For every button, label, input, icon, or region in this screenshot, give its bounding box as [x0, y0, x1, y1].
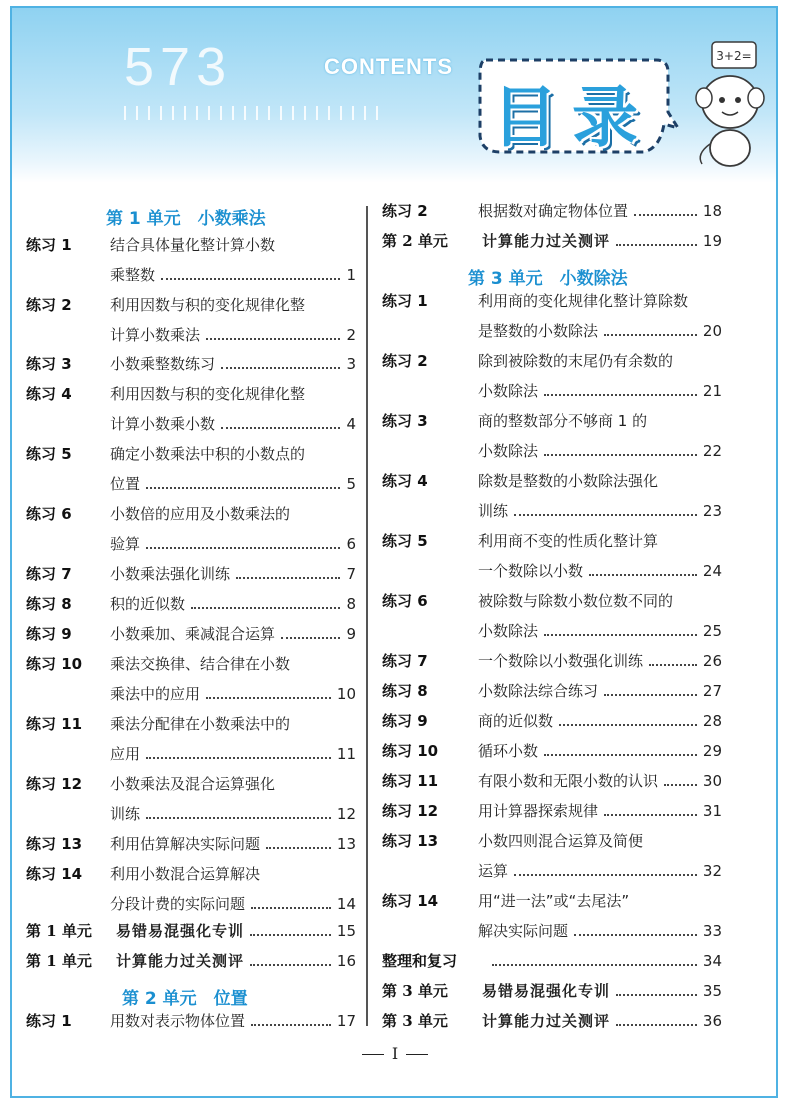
dot-leader — [146, 547, 340, 549]
toc-page-number: 5 — [346, 475, 356, 493]
dot-leader — [514, 514, 697, 516]
toc-entry-label: 第 1 单元 — [26, 922, 92, 940]
toc-entry-title-cont: 乘法中的应用 — [110, 685, 201, 703]
toc-entry-label: 练习 14 — [26, 865, 83, 883]
decor-digits: 573 — [124, 37, 233, 97]
toc-entry-label: 练习 7 — [26, 565, 72, 583]
toc-entry-title: 积的近似数 — [110, 595, 186, 613]
toc-entry-title: 小数乘整数练习 — [110, 355, 216, 373]
dot-leader — [146, 757, 331, 759]
mascot-icon — [686, 36, 772, 176]
toc-page-number: 8 — [346, 595, 356, 613]
toc-entry-title: 计算能力过关测评 — [482, 232, 611, 250]
toc-entry-label: 练习 5 — [26, 445, 72, 463]
dot-leader — [146, 487, 340, 489]
toc-entry-title-cont: 计算小数乘法 — [110, 326, 201, 344]
toc-entry-label: 练习 4 — [382, 472, 428, 490]
decor-ruler — [124, 106, 384, 120]
toc-entry-title: 利用小数混合运算解决 — [110, 865, 261, 883]
dot-leader — [616, 244, 697, 246]
toc-entry-label: 练习 11 — [26, 715, 83, 733]
toc-page-number: 26 — [702, 652, 722, 670]
toc-page-number: 10 — [336, 685, 356, 703]
toc-page-number: 34 — [702, 952, 722, 970]
dot-leader — [604, 694, 697, 696]
toc-entry-title: 利用因数与积的变化规律化整 — [110, 385, 306, 403]
dot-leader — [616, 1024, 697, 1026]
toc-page-number: 36 — [702, 1012, 722, 1030]
toc-entry-title: 小数四则混合运算及简便 — [478, 832, 644, 850]
toc-page-number: 14 — [336, 895, 356, 913]
toc-entry-title-cont: 计算小数乘小数 — [110, 415, 216, 433]
toc-entry-title: 一个数除以小数强化训练 — [478, 652, 644, 670]
toc-entry-label: 练习 2 — [382, 352, 428, 370]
dot-leader — [589, 574, 697, 576]
toc-page-number: 30 — [702, 772, 722, 790]
toc-entry-title: 计算能力过关测评 — [482, 1012, 611, 1030]
column-divider — [366, 206, 368, 1026]
toc-page-number: 28 — [702, 712, 722, 730]
toc-entry-title-cont: 是整数的小数除法 — [478, 322, 599, 340]
title-bubble — [472, 52, 684, 170]
toc-page-number: 3 — [346, 355, 356, 373]
toc-page-number: 33 — [702, 922, 722, 940]
toc-entry-label: 练习 10 — [382, 742, 439, 760]
toc-entry-title: 计算能力过关测评 — [116, 952, 245, 970]
dot-leader — [221, 427, 340, 429]
toc-entry-label: 第 1 单元 — [26, 952, 92, 970]
toc-page-number: 17 — [336, 1012, 356, 1030]
dot-leader — [616, 994, 697, 996]
toc-entry-title-cont: 解决实际问题 — [478, 922, 569, 940]
toc-entry-title: 利用商的变化规律化整计算除数 — [478, 292, 689, 310]
dot-leader — [236, 577, 340, 579]
toc-entry-label: 练习 1 — [26, 236, 72, 254]
dot-leader — [191, 607, 340, 609]
toc-entry-title: 小数乘加、乘减混合运算 — [110, 625, 276, 643]
toc-page-number: 32 — [702, 862, 722, 880]
dot-leader — [206, 338, 340, 340]
toc-entry-label: 练习 13 — [26, 835, 83, 853]
toc-entry-title: 除数是整数的小数除法强化 — [478, 472, 659, 490]
dot-leader — [146, 817, 331, 819]
dot-leader — [206, 697, 331, 699]
toc-entry-label: 整理和复习 — [382, 952, 458, 970]
toc-entry-title: 小数乘法及混合运算强化 — [110, 775, 276, 793]
toc-page-number: 15 — [336, 922, 356, 940]
dot-leader — [574, 934, 697, 936]
unit-heading: 第 3 单元 小数除法 — [468, 269, 628, 289]
toc-entry-title: 小数倍的应用及小数乘法的 — [110, 505, 291, 523]
toc-entry-label: 练习 8 — [382, 682, 428, 700]
dot-leader — [649, 664, 697, 666]
toc-entry-title: 用计算器探索规律 — [478, 802, 599, 820]
toc-entry-title-cont: 一个数除以小数 — [478, 562, 584, 580]
toc-page-number: 6 — [346, 535, 356, 553]
toc-entry-label: 练习 2 — [382, 202, 428, 220]
toc-entry-title: 利用因数与积的变化规律化整 — [110, 296, 306, 314]
toc-entry-label: 练习 11 — [382, 772, 439, 790]
toc-page-number: 1 — [346, 266, 356, 284]
toc-entry-label: 第 3 单元 — [382, 982, 448, 1000]
toc-page-number: 35 — [702, 982, 722, 1000]
toc-page-number: 4 — [346, 415, 356, 433]
page-number: I — [391, 1044, 399, 1063]
toc-entry-title-cont: 小数除法 — [478, 382, 539, 400]
toc-page-number: 7 — [346, 565, 356, 583]
toc-page-number: 25 — [702, 622, 722, 640]
toc-page-number: 9 — [346, 625, 356, 643]
toc-entry-title-cont: 应用 — [110, 745, 141, 763]
toc-entry-title: 商的整数部分不够商 1 的 — [478, 412, 648, 430]
toc-entry-title: 易错易混强化专训 — [116, 922, 245, 940]
toc-entry-label: 练习 12 — [26, 775, 83, 793]
dot-leader — [664, 784, 697, 786]
toc-entry-label: 练习 9 — [26, 625, 72, 643]
toc-page-number: 12 — [336, 805, 356, 823]
dot-leader — [251, 1024, 331, 1026]
toc-entry-label: 练习 2 — [26, 296, 72, 314]
dot-leader — [250, 964, 331, 966]
toc-entry-title-cont: 训练 — [110, 805, 141, 823]
dot-leader — [634, 214, 697, 216]
toc-entry-title: 易错易混强化专训 — [482, 982, 611, 1000]
english-title: CONTENTS — [324, 54, 453, 79]
dot-leader — [544, 394, 697, 396]
toc-entry-title: 除到被除数的末尾仍有余数的 — [478, 352, 674, 370]
dot-leader — [544, 454, 697, 456]
toc-entry-title: 乘法分配律在小数乘法中的 — [110, 715, 291, 733]
mascot-sign: 3+2= — [716, 49, 752, 63]
toc-page-number: 16 — [336, 952, 356, 970]
dot-leader — [559, 724, 697, 726]
toc-entry-title-cont: 分段计费的实际问题 — [110, 895, 246, 913]
dot-leader — [544, 754, 697, 756]
toc-entry-label: 练习 6 — [382, 592, 428, 610]
toc-entry-title-cont: 小数除法 — [478, 622, 539, 640]
toc-entry-title: 小数除法综合练习 — [478, 682, 599, 700]
toc-entry-title-cont: 运算 — [478, 862, 509, 880]
toc-entry-label: 练习 10 — [26, 655, 83, 673]
toc-page-number: 22 — [702, 442, 722, 460]
dot-leader — [604, 334, 697, 336]
unit-heading: 第 2 单元 位置 — [122, 989, 248, 1009]
toc-entry-title: 商的近似数 — [478, 712, 554, 730]
toc-page-number: 29 — [702, 742, 722, 760]
toc-page-number: 20 — [702, 322, 722, 340]
toc-page-number: 2 — [346, 326, 356, 344]
toc-entry-title: 利用估算解决实际问题 — [110, 835, 261, 853]
dot-leader — [492, 964, 697, 966]
toc-entry-title-cont: 乘整数 — [110, 266, 156, 284]
toc-entry-title: 有限小数和无限小数的认识 — [478, 772, 659, 790]
toc-page-number: 24 — [702, 562, 722, 580]
dot-leader — [281, 637, 340, 639]
page-title: 目录 — [492, 79, 652, 156]
toc-entry-label: 练习 3 — [26, 355, 72, 373]
footer — [0, 1044, 790, 1063]
toc-entry-label: 练习 7 — [382, 652, 428, 670]
toc-entry-title: 循环小数 — [478, 742, 539, 760]
toc-entry-title: 利用商不变的性质化整计算 — [478, 532, 659, 550]
toc-page-number: 23 — [702, 502, 722, 520]
dot-leader — [604, 814, 697, 816]
toc-entry-title-cont: 小数除法 — [478, 442, 539, 460]
dot-leader — [161, 278, 340, 280]
dot-leader — [514, 874, 697, 876]
toc-entry-label: 练习 5 — [382, 532, 428, 550]
toc-page-number: 31 — [702, 802, 722, 820]
dot-leader — [266, 847, 331, 849]
toc-entry-title: 用数对表示物体位置 — [110, 1012, 246, 1030]
toc-entry-label: 练习 14 — [382, 892, 439, 910]
toc-entry-title-cont: 位置 — [110, 475, 141, 493]
toc-page-number: 19 — [702, 232, 722, 250]
toc-entry-label: 练习 12 — [382, 802, 439, 820]
toc-entry-title: 被除数与除数小数位数不同的 — [478, 592, 674, 610]
toc-entry-label: 练习 13 — [382, 832, 439, 850]
toc-entry-label: 练习 3 — [382, 412, 428, 430]
toc-page-number: 21 — [702, 382, 722, 400]
toc-entry-title: 根据数对确定物体位置 — [478, 202, 629, 220]
toc-entry-title-cont: 验算 — [110, 535, 141, 553]
toc-entry-title: 结合具体量化整计算小数 — [110, 236, 276, 254]
dot-leader — [221, 367, 340, 369]
dot-leader — [544, 634, 697, 636]
toc-entry-title: 确定小数乘法中积的小数点的 — [110, 445, 306, 463]
toc-entry-label: 练习 1 — [26, 1012, 72, 1030]
toc-page-number: 27 — [702, 682, 722, 700]
toc-entry-label: 练习 9 — [382, 712, 428, 730]
toc-entry-label: 练习 6 — [26, 505, 72, 523]
toc-page-number: 18 — [702, 202, 722, 220]
toc-entry-title-cont: 训练 — [478, 502, 509, 520]
unit-heading: 第 1 单元 小数乘法 — [106, 209, 266, 229]
toc-entry-label: 练习 8 — [26, 595, 72, 613]
toc-entry-title: 乘法交换律、结合律在小数 — [110, 655, 291, 673]
dot-leader — [250, 934, 331, 936]
toc-entry-label: 练习 4 — [26, 385, 72, 403]
toc-entry-title: 小数乘法强化训练 — [110, 565, 231, 583]
toc-entry-label: 第 3 单元 — [382, 1012, 448, 1030]
dot-leader — [251, 907, 331, 909]
header-banner — [12, 8, 776, 183]
toc-entry-title: 用“进一法”或“去尾法” — [478, 892, 630, 910]
toc-entry-label: 第 2 单元 — [382, 232, 448, 250]
toc-page-number: 13 — [336, 835, 356, 853]
toc-entry-label: 练习 1 — [382, 292, 428, 310]
toc-page-number: 11 — [336, 745, 356, 763]
